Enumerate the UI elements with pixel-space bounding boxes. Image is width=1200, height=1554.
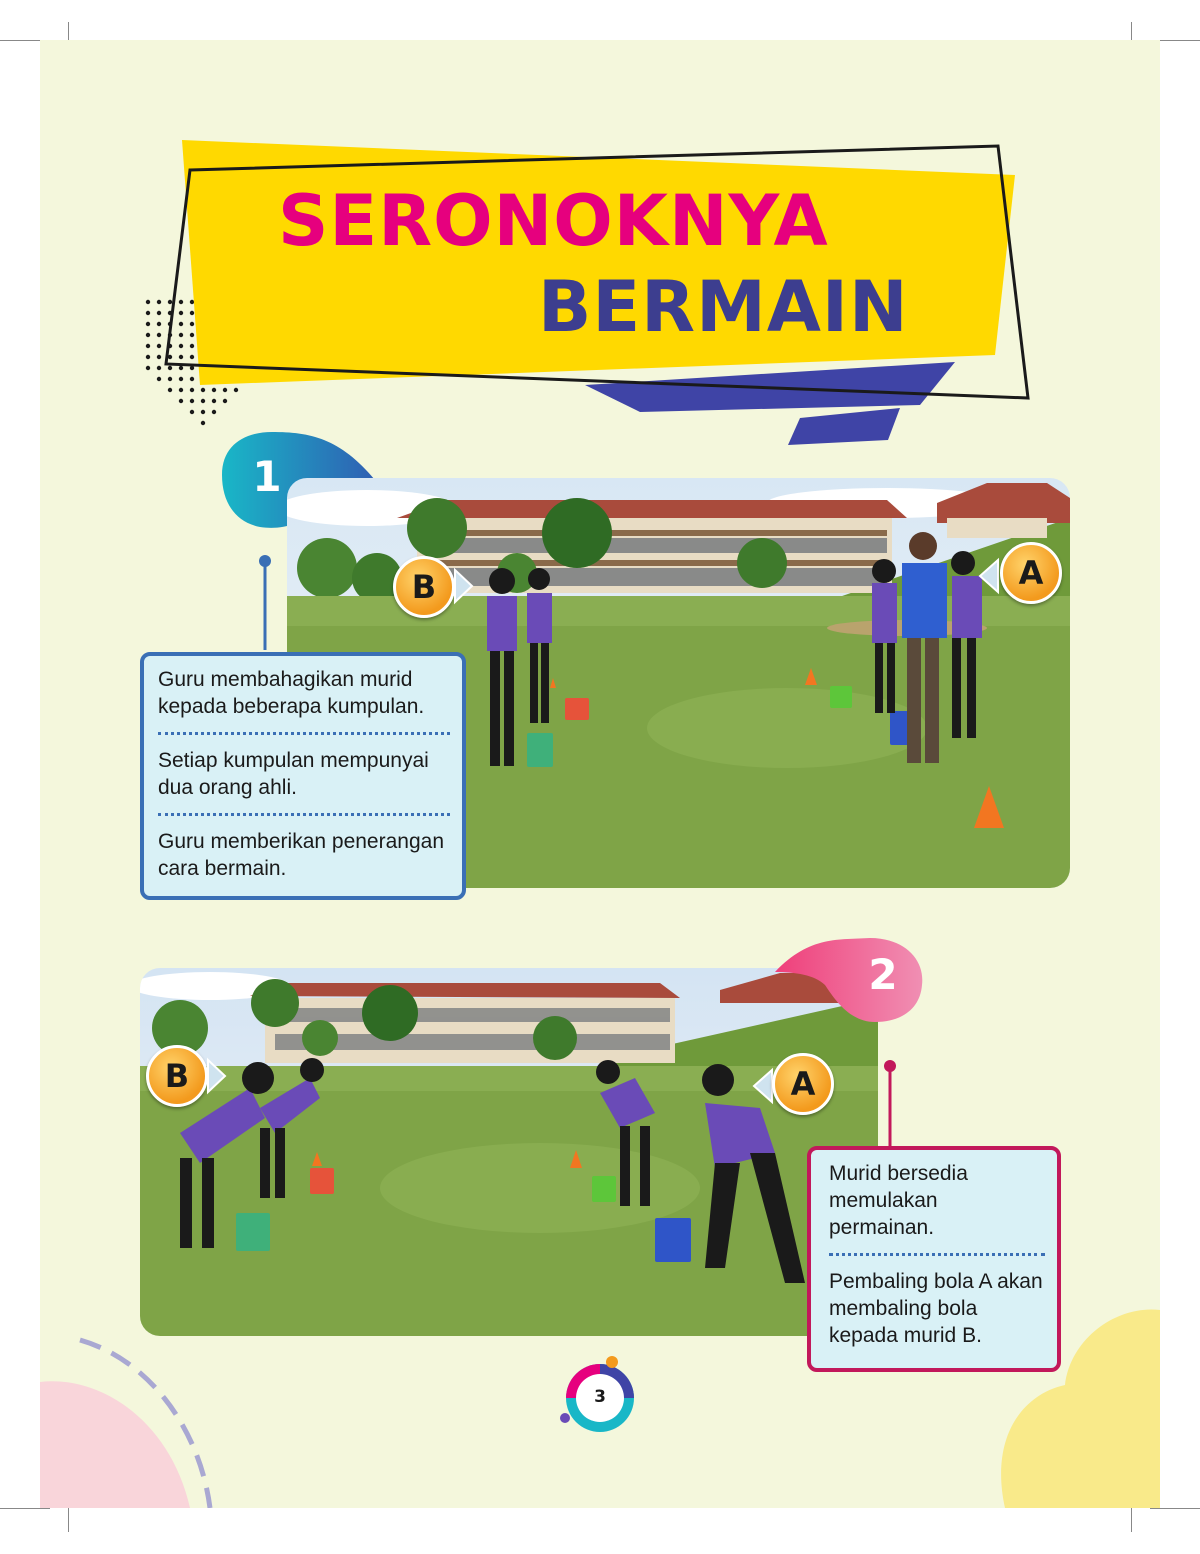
step2-number: 2	[868, 950, 898, 999]
page-number-badge	[40, 40, 1160, 1508]
page	[40, 40, 1160, 1508]
step1-text-2: Setiap kumpulan mempunyai dua orang ahli.	[158, 749, 429, 799]
step2-marker-a: A	[772, 1053, 834, 1115]
step1-text-3: Guru memberikan penerangan cara bermain.	[158, 830, 445, 880]
title-line-1: SERONOKNYA	[278, 180, 829, 262]
step1-marker-a: A	[1000, 542, 1062, 604]
step1-marker-b: B	[393, 556, 455, 618]
step1-number: 1	[252, 452, 282, 501]
page-number: 3	[594, 1387, 606, 1407]
crop-mark	[0, 1508, 50, 1509]
step2-text-1: Murid bersedia memulakan permainan.	[829, 1162, 968, 1239]
crop-mark	[1150, 1508, 1200, 1509]
step2-marker-b: B	[146, 1045, 208, 1107]
title-line-2: BERMAIN	[538, 266, 909, 348]
step2-text-2: Pembaling bola A akan membaling bola kepada murid B.	[829, 1270, 1043, 1347]
step1-text-1: Guru membahagikan murid kepada beberapa kumpulan.	[158, 668, 425, 718]
